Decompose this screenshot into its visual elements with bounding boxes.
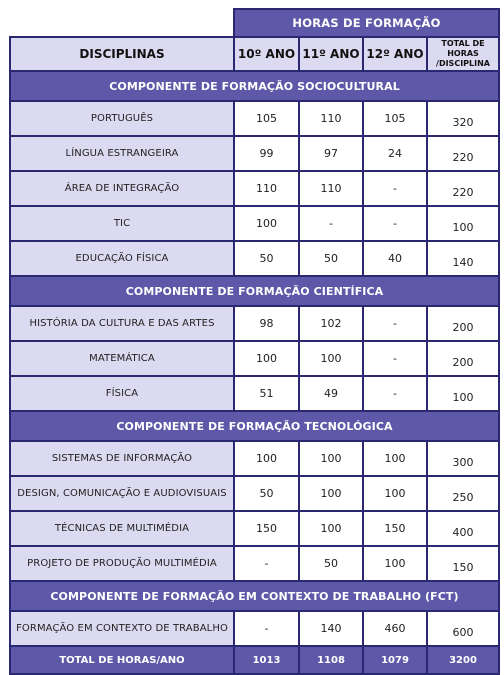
discipline-total-cell: 100 — [427, 206, 499, 241]
year-11-cell: - — [299, 206, 363, 241]
year-10-cell: 100 — [234, 206, 299, 241]
section-title: COMPONENTE DE FORMAÇÃO TECNOLÓGICA — [10, 411, 499, 441]
subject-cell: LÍNGUA ESTRANGEIRA — [10, 136, 234, 171]
subject-cell: TÉCNICAS DE MULTIMÉDIA — [10, 511, 234, 546]
discipline-total-cell: 150 — [427, 546, 499, 581]
table-row — [10, 171, 499, 206]
year-10-cell: 51 — [234, 376, 299, 411]
year-10-cell: 105 — [234, 101, 299, 136]
table-row — [10, 341, 499, 376]
year-11-cell: 100 — [299, 441, 363, 476]
year-10-cell: 150 — [234, 511, 299, 546]
subject-cell: DESIGN, COMUNICAÇÃO E AUDIOVISUAIS — [10, 476, 234, 511]
year-10-cell: 98 — [234, 306, 299, 341]
year-10-cell: 50 — [234, 476, 299, 511]
total-per-discipline-header: TOTAL DE HORAS /DISCIPLINA — [427, 37, 499, 71]
year-10-cell: 110 — [234, 171, 299, 206]
table-row — [10, 306, 499, 341]
discipline-total-cell: 300 — [427, 441, 499, 476]
table-row — [10, 101, 499, 136]
table-row — [10, 611, 499, 646]
subject-cell: MATEMÁTICA — [10, 341, 234, 376]
year-12-header: 12º ANO — [363, 37, 427, 71]
table-row — [10, 546, 499, 581]
section-title: COMPONENTE DE FORMAÇÃO CIENTÍFICA — [10, 276, 499, 306]
training-hours-table — [9, 8, 500, 675]
horas-de-formacao-header: HORAS DE FORMAÇÃO — [234, 9, 499, 37]
year-12-cell: 100 — [363, 441, 427, 476]
year-11-cell: 102 — [299, 306, 363, 341]
total-year-12: 1079 — [363, 646, 427, 674]
table-row — [10, 511, 499, 546]
year-10-cell: - — [234, 611, 299, 646]
subject-cell: EDUCAÇÃO FÍSICA — [10, 241, 234, 276]
year-11-cell: 100 — [299, 476, 363, 511]
total-year-10: 1013 — [234, 646, 299, 674]
total-label: TOTAL DE HORAS/ANO — [10, 646, 234, 674]
section-header-row — [10, 276, 499, 306]
table-row — [10, 441, 499, 476]
year-11-cell: 49 — [299, 376, 363, 411]
subject-cell: FORMAÇÃO EM CONTEXTO DE TRABALHO — [10, 611, 234, 646]
table-row — [10, 241, 499, 276]
year-10-cell: - — [234, 546, 299, 581]
year-12-cell: 24 — [363, 136, 427, 171]
year-11-cell: 110 — [299, 171, 363, 206]
year-12-cell: - — [363, 376, 427, 411]
blank-corner — [10, 9, 234, 37]
grand-total: 3200 — [427, 646, 499, 674]
year-11-cell: 50 — [299, 546, 363, 581]
table-row — [10, 206, 499, 241]
discipline-total-cell: 200 — [427, 306, 499, 341]
year-12-cell: 100 — [363, 546, 427, 581]
year-12-cell: - — [363, 341, 427, 376]
section-title: COMPONENTE DE FORMAÇÃO SOCIOCULTURAL — [10, 71, 499, 101]
table-body — [10, 71, 499, 646]
year-10-cell: 50 — [234, 241, 299, 276]
section-header-row — [10, 71, 499, 101]
discipline-total-cell: 220 — [427, 171, 499, 206]
discipline-total-cell: 600 — [427, 611, 499, 646]
year-12-cell: - — [363, 306, 427, 341]
total-year-11: 1108 — [299, 646, 363, 674]
subject-cell: ÁREA DE INTEGRAÇÃO — [10, 171, 234, 206]
year-12-cell: 100 — [363, 476, 427, 511]
section-header-row — [10, 411, 499, 441]
discipline-total-cell: 320 — [427, 101, 499, 136]
discipline-total-cell: 140 — [427, 241, 499, 276]
subject-cell: HISTÓRIA DA CULTURA E DAS ARTES — [10, 306, 234, 341]
column-header-row — [10, 37, 499, 71]
group-header-row — [10, 9, 499, 37]
discipline-total-cell: 250 — [427, 476, 499, 511]
discipline-total-cell: 200 — [427, 341, 499, 376]
table-row — [10, 136, 499, 171]
year-10-cell: 100 — [234, 341, 299, 376]
hours-table-container — [9, 8, 498, 675]
year-11-cell: 50 — [299, 241, 363, 276]
subject-cell: FÍSICA — [10, 376, 234, 411]
section-title: COMPONENTE DE FORMAÇÃO EM CONTEXTO DE TRABALHO (FCT) — [10, 581, 499, 611]
discipline-total-cell: 400 — [427, 511, 499, 546]
total-row — [10, 646, 499, 674]
section-header-row — [10, 581, 499, 611]
year-10-cell: 99 — [234, 136, 299, 171]
year-12-cell: - — [363, 171, 427, 206]
subject-cell: TIC — [10, 206, 234, 241]
year-11-cell: 100 — [299, 511, 363, 546]
year-11-cell: 97 — [299, 136, 363, 171]
year-12-cell: 105 — [363, 101, 427, 136]
year-10-header: 10º ANO — [234, 37, 299, 71]
discipline-total-cell: 220 — [427, 136, 499, 171]
subject-cell: PORTUGUÊS — [10, 101, 234, 136]
subject-cell: PROJETO DE PRODUÇÃO MULTIMÉDIA — [10, 546, 234, 581]
discipline-total-cell: 100 — [427, 376, 499, 411]
table-row — [10, 476, 499, 511]
disciplinas-header: DISCIPLINAS — [10, 37, 234, 71]
year-12-cell: 40 — [363, 241, 427, 276]
year-10-cell: 100 — [234, 441, 299, 476]
year-11-cell: 140 — [299, 611, 363, 646]
year-11-cell: 100 — [299, 341, 363, 376]
subject-cell: SISTEMAS DE INFORMAÇÃO — [10, 441, 234, 476]
year-12-cell: 150 — [363, 511, 427, 546]
year-11-cell: 110 — [299, 101, 363, 136]
year-11-header: 11º ANO — [299, 37, 363, 71]
year-12-cell: 460 — [363, 611, 427, 646]
table-row — [10, 376, 499, 411]
year-12-cell: - — [363, 206, 427, 241]
